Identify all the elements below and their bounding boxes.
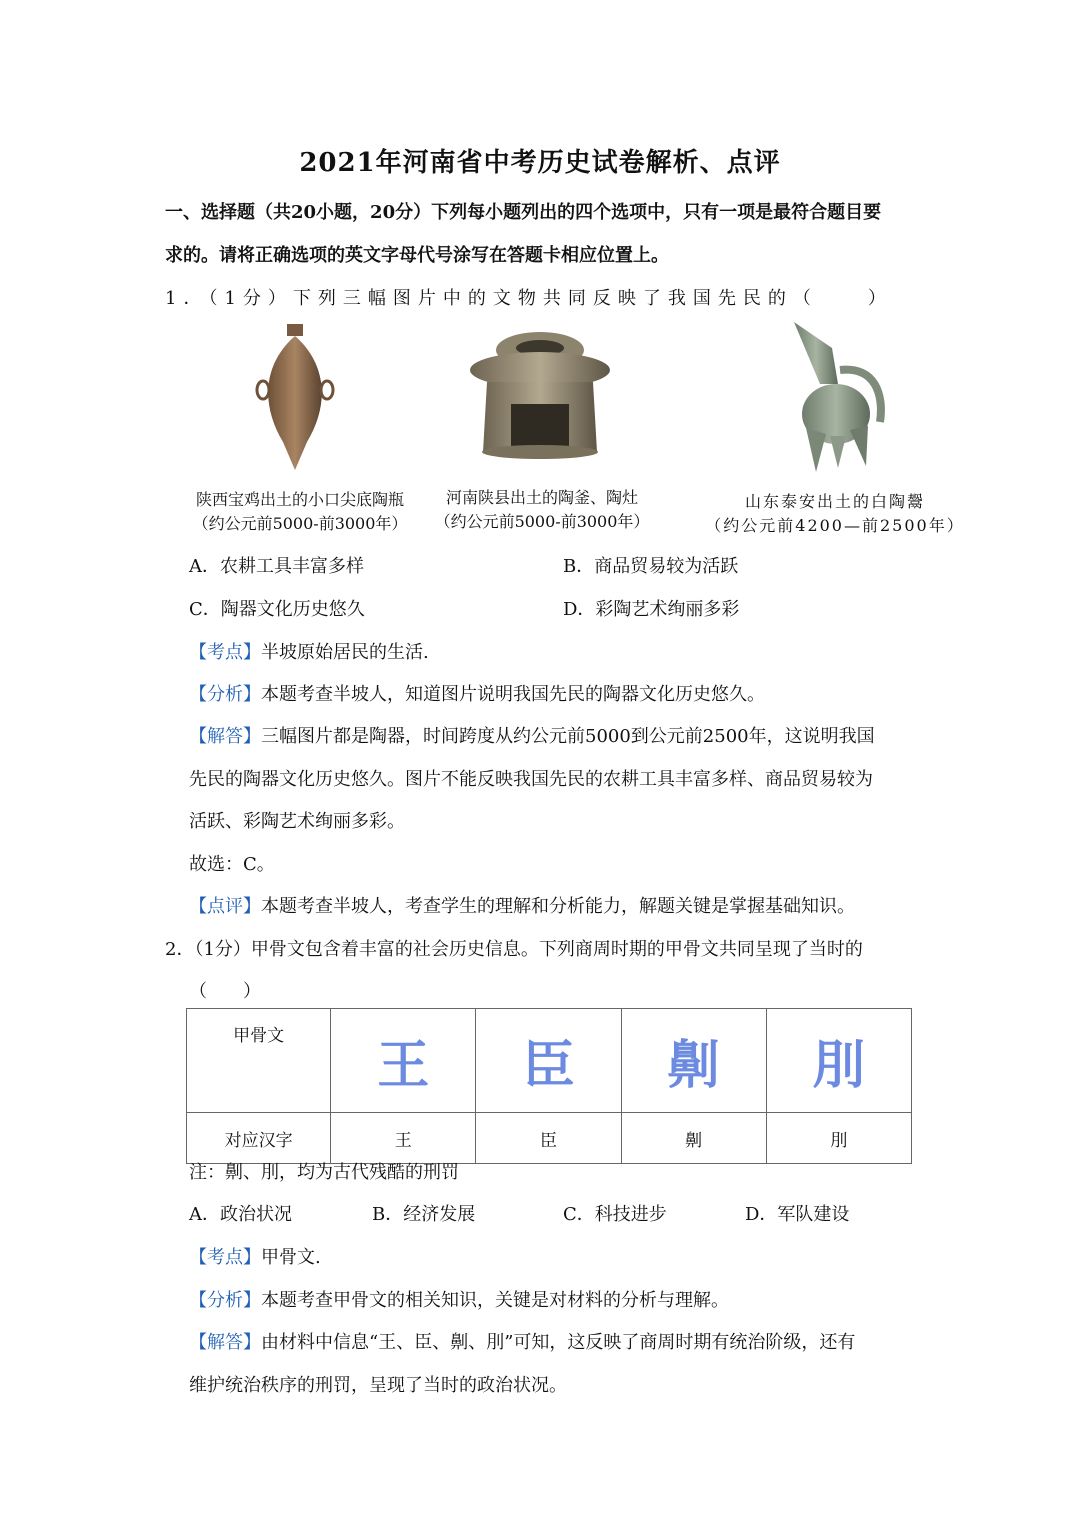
caption-pottery-bottle — [180, 488, 420, 536]
q2-blank: （ ） — [189, 981, 261, 1002]
document-title: 2021年河南省中考历史试卷解析、点评 — [299, 148, 781, 178]
white-pottery-gui-image — [780, 318, 900, 474]
caption-line1: 山东泰安出土的白陶鬶 — [744, 492, 925, 511]
pottery-stove-image — [465, 326, 615, 460]
jieda-text-line1: 三幅图片都是陶器，时间跨度从约公元前5000到公元前2500年，这说明我国 — [261, 726, 875, 747]
q1-option-c: C．陶器文化历史悠久 — [189, 599, 365, 620]
q1-jieda — [189, 722, 875, 748]
caption-line1: 陕西宝鸡出土的小口尖底陶瓶 — [195, 490, 404, 509]
oracle-glyph-yi — [621, 1009, 766, 1113]
table-row — [187, 1009, 912, 1113]
pottery-bottle-image — [245, 322, 345, 472]
oracle-glyph-image: 劓 — [667, 1036, 720, 1096]
jieda-text-line1: 由材料中信息“王、臣、劓、刖”可知，这反映了商周时期有统治阶级，还有 — [261, 1332, 856, 1353]
q1-option-a: A．农耕工具丰富多样 — [189, 556, 364, 577]
section-intro-line1: 一、选择题（共20小题，20分）下列每小题列出的四个选项中，只有一项是最符合题目要 — [165, 202, 882, 223]
table-row — [187, 1113, 912, 1164]
fenxi-text: 本题考查半坡人，知道图片说明我国先民的陶器文化历史悠久。 — [261, 684, 765, 705]
oracle-bone-table — [186, 1008, 912, 1164]
oracle-glyph-wang — [331, 1009, 476, 1113]
table-cell: 劓 — [621, 1113, 766, 1164]
q1-stem: 1．（1分）下列三幅图片中的文物共同反映了我国先民的（ ） — [165, 288, 893, 309]
kaodian-tag: 【考点】 — [189, 642, 261, 663]
q2-option-a: A．政治状况 — [189, 1204, 292, 1225]
oracle-glyph-chen — [476, 1009, 621, 1113]
caption-line2: （约公元前5000-前3000年） — [434, 512, 650, 531]
fenxi-text: 本题考查甲骨文的相关知识，关键是对材料的分析与理解。 — [261, 1290, 729, 1311]
caption-line1: 河南陕县出土的陶釜、陶灶 — [445, 488, 638, 507]
q2-option-d: D．军队建设 — [745, 1204, 850, 1225]
kaodian-text: 半坡原始居民的生活. — [261, 642, 429, 663]
oracle-glyph-image: 王 — [377, 1036, 430, 1096]
oracle-glyph-yue — [766, 1009, 911, 1113]
q1-fenxi — [189, 680, 765, 706]
q2-option-c: C．科技进步 — [563, 1204, 667, 1225]
fenxi-tag: 【分析】 — [189, 684, 261, 705]
kaodian-text: 甲骨文. — [261, 1247, 321, 1268]
oracle-glyph-image: 刖 — [812, 1036, 865, 1096]
q2-note: 注：劓、刖，均为古代残酷的刑罚 — [189, 1162, 459, 1183]
q2-stem: 2．（1分）甲骨文包含着丰富的社会历史信息。下列商周时期的甲骨文共同呈现了当时的 — [165, 939, 863, 960]
table-row-head: 对应汉字 — [187, 1113, 331, 1164]
q2-fenxi — [189, 1286, 729, 1312]
section-intro-line2: 求的。请将正确选项的英文字母代号涂写在答题卡相应位置上。 — [165, 245, 669, 266]
caption-white-pottery-gui — [700, 490, 970, 538]
jieda-tag: 【解答】 — [189, 726, 261, 747]
jieda-tag: 【解答】 — [189, 1332, 261, 1353]
q2-option-b: B．经济发展 — [372, 1204, 476, 1225]
caption-line2: （约公元前5000-前3000年） — [192, 514, 408, 533]
q2-jieda — [189, 1328, 855, 1354]
dianping-tag: 【点评】 — [189, 896, 261, 917]
q1-jieda-line2: 先民的陶器文化历史悠久。图片不能反映我国先民的农耕工具丰富多样、商品贸易较为 — [189, 769, 873, 790]
table-row-head: 甲骨文 — [187, 1009, 331, 1113]
kaodian-tag: 【考点】 — [189, 1247, 261, 1268]
table-cell: 臣 — [476, 1113, 621, 1164]
q1-dianping — [189, 892, 855, 918]
caption-pottery-stove — [422, 486, 662, 534]
oracle-glyph-image: 臣 — [522, 1036, 575, 1096]
q1-option-b: B．商品贸易较为活跃 — [563, 556, 739, 577]
caption-line2: （约公元前4200—前2500年） — [705, 516, 965, 535]
fenxi-tag: 【分析】 — [189, 1290, 261, 1311]
q1-kaodian — [189, 638, 429, 664]
q1-option-d: D．彩陶艺术绚丽多彩 — [563, 599, 740, 620]
q1-jieda-line3: 活跃、彩陶艺术绚丽多彩。 — [189, 811, 405, 832]
q2-jieda-line2: 维护统治秩序的刑罚，呈现了当时的政治状况。 — [189, 1375, 567, 1396]
dianping-text: 本题考查半坡人，考查学生的理解和分析能力，解题关键是掌握基础知识。 — [261, 896, 855, 917]
table-cell: 刖 — [766, 1113, 911, 1164]
q1-answer: 故选：C。 — [189, 854, 275, 875]
table-cell: 王 — [331, 1113, 476, 1164]
q2-kaodian — [189, 1243, 321, 1269]
